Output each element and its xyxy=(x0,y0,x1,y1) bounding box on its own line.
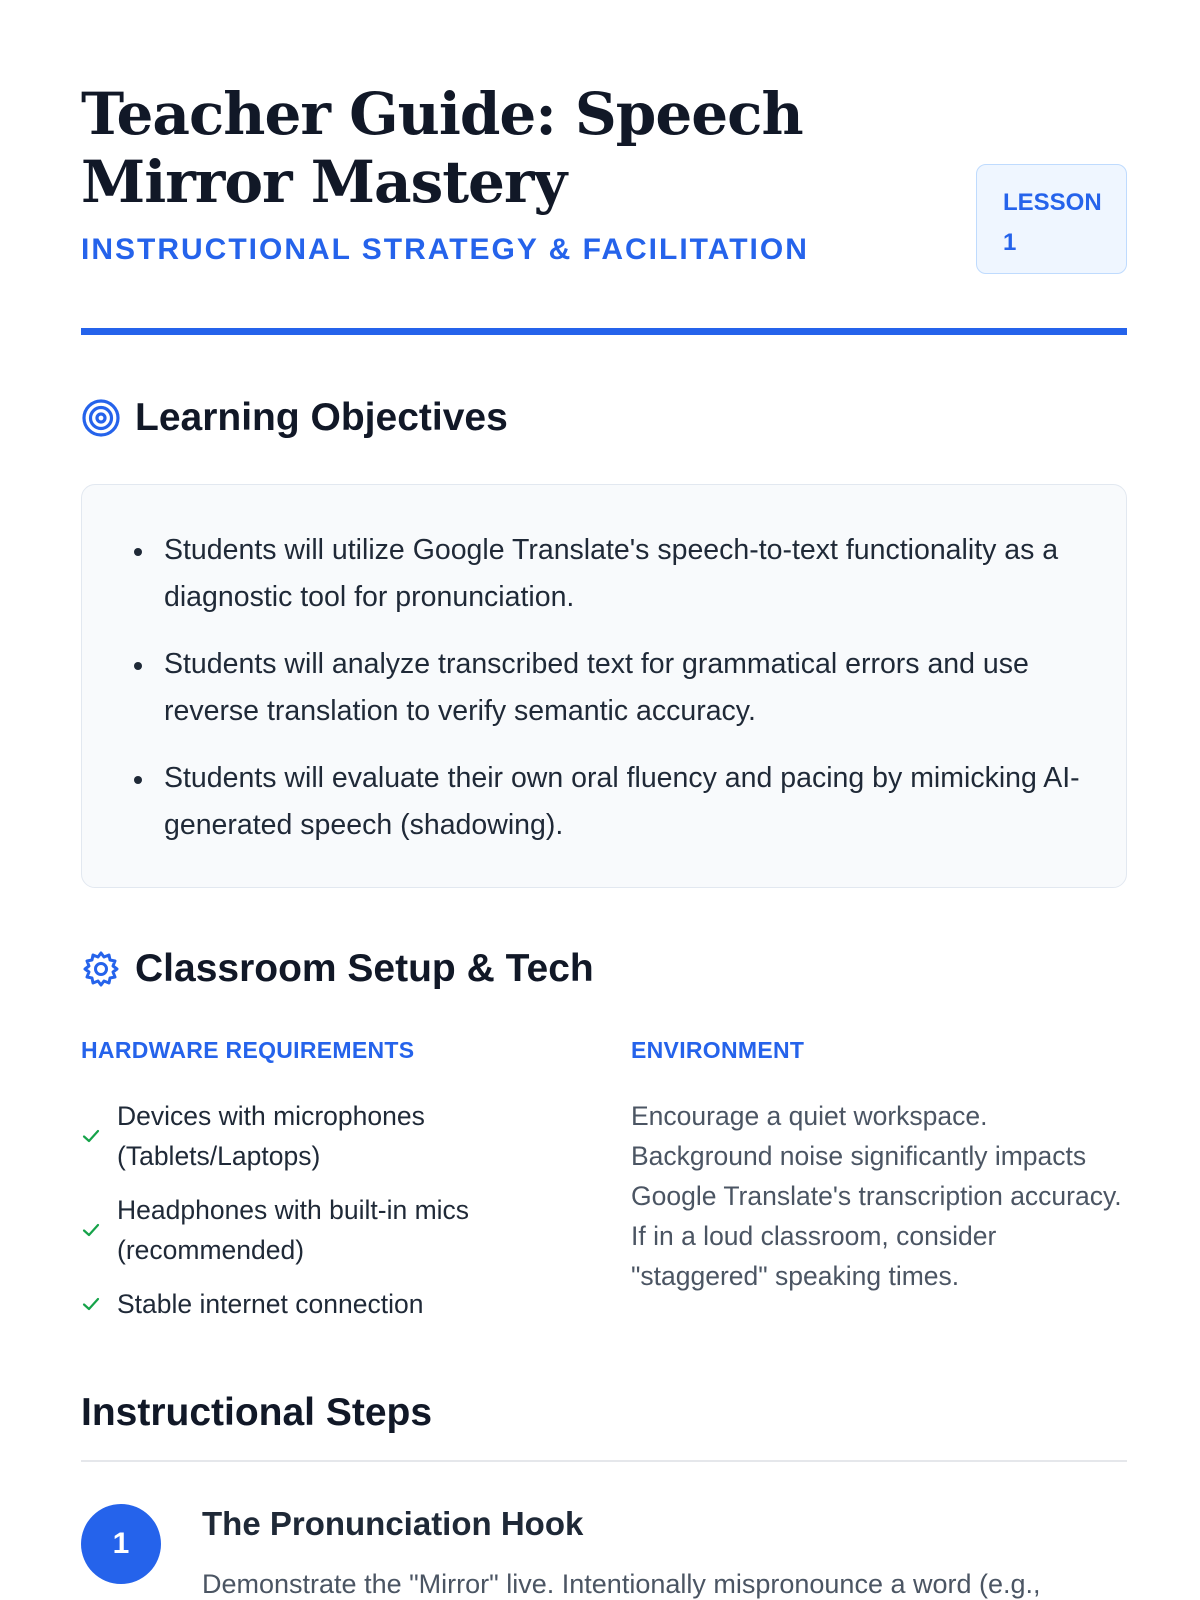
check-icon xyxy=(81,1126,101,1146)
lesson-badge-label: LESSON xyxy=(1003,189,1102,216)
hardware-item-text: Headphones with built-in mics (recommended) xyxy=(117,1195,470,1265)
gear-icon xyxy=(81,949,121,989)
step-description: Demonstrate the "Mirror" live. Intentionally mispronounce a word (e.g., xyxy=(202,1569,1041,1599)
objective-item: Students will evaluate their own oral fluency and pacing by mimicking AI-generated speech (shadowing). xyxy=(164,755,1086,849)
setup-heading xyxy=(81,947,594,991)
environment-label: ENVIRONMENT xyxy=(631,1037,805,1063)
objectives-box xyxy=(81,484,1127,888)
objectives-heading xyxy=(81,396,508,440)
objective-item: Students will utilize Google Translate's speech-to-text functionality as a diagnostic tool for pronunciation. xyxy=(164,527,1086,621)
hardware-item xyxy=(81,1190,541,1270)
hardware-item-text: Stable internet connection xyxy=(117,1289,424,1319)
steps-divider xyxy=(81,1460,1127,1462)
objectives-list xyxy=(164,527,1086,849)
objective-item: Students will analyze transcribed text for grammatical errors and use reverse translation to verify semantic accuracy. xyxy=(164,641,1086,735)
page-subtitle: INSTRUCTIONAL STRATEGY & FACILITATION xyxy=(81,233,809,266)
step-number-badge: 1 xyxy=(81,1504,161,1584)
hardware-list xyxy=(81,1096,541,1338)
objectives-heading-text: Learning Objectives xyxy=(135,396,508,439)
hardware-requirements-label: HARDWARE REQUIREMENTS xyxy=(81,1037,415,1063)
lesson-badge xyxy=(976,164,1127,274)
step-title: The Pronunciation Hook xyxy=(202,1505,584,1542)
environment-text: Encourage a quiet workspace. Background noise significantly impacts Google Translate's transcription accuracy. If in a loud classroom, consider "staggered" speaking times. xyxy=(631,1101,1122,1291)
hardware-item-text: Devices with microphones (Tablets/Laptops) xyxy=(117,1101,425,1171)
hardware-item xyxy=(81,1096,541,1176)
lesson-badge-number: 1 xyxy=(1003,229,1017,256)
page-title: Teacher Guide: Speech Mirror Mastery xyxy=(81,80,803,216)
steps-heading: Instructional Steps xyxy=(81,1391,433,1434)
page-header xyxy=(81,80,1127,336)
check-icon xyxy=(81,1220,101,1240)
check-icon xyxy=(81,1294,101,1314)
header-divider xyxy=(81,328,1127,335)
target-icon xyxy=(81,398,121,438)
hardware-item xyxy=(81,1284,541,1324)
setup-heading-text: Classroom Setup & Tech xyxy=(135,947,594,990)
